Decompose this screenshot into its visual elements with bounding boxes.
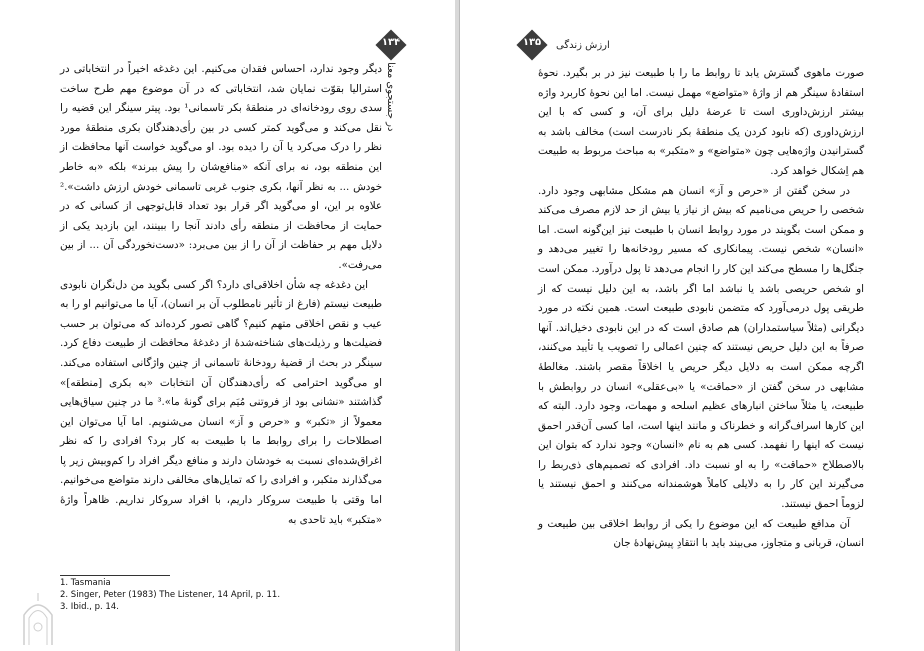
- paragraph: آن مدافع طبیعت که این موضوع را یکی از روابط اخلاقی بین طبیعت و انسان، قربانی و متجاوز، می‌بیند باید با انتقادِ پیش‌نهادهٔ جان: [538, 517, 864, 550]
- paragraph: صورت ماهوی گسترش یابد تا روابط ما را با طبیعت نیز در بر بگیرد. نحوهٔ استفادهٔ سینگر هم از واژهٔ «متواضع» مهمل نیست. اما این نحوهٔ کاربرد واژه بیشتر ارزش‌داوری است تا عرضهٔ دلیل برای آن، و کسی که با این ارزش‌داوری (که نابود کردن یک منطقهٔ بکر نادرست است) مخالف باشد به گسترانیدن واژه‌هایی چون «متواضع» و «متکبر» به مباحث مربوط به طبیعت هم اِشکال خواهد کرد.: [538, 67, 864, 177]
- body-text: [60, 60, 382, 530]
- body-text: [538, 64, 864, 554]
- paragraph: دیگر وجود ندارد، احساس فقدان می‌کنیم. این دغدغه اخیراً در انتخاباتی در استرالیا بقوّت نمایان شد، انتخاباتی که در آن موضوع مهم طرح ساخت سدی روی رودخانه‌ای در منطقهٔ بکر تاسمانی¹ بود. پیتر سینگر این قضیه را نقل می‌کند و می‌گوید کمتر کسی در بین رأی‌دهندگان بکری منطقهٔ مورد نظر را درک می‌کرد یا آن را دیده بود. او می‌گوید خواست آنها محافظت از این منطقه بود، نه برای آنکه «منافع‌شان را پیش ببرند» بلکه «به خاطر خودش ... به نظر آنها، بکری جنوب غربی تاسمانی خودش ارزش داشت».² علاوه بر این، او می‌گوید اگر قرار بود تعداد قابل‌توجهی از کسانی که در حمایت از محافظت از منطقه رأی دادند آنجا را ببینند، این بازدید یکی از دلایل مهم بر حفاظت از آن را از بین می‌برد: «دست‌نخوردگی آن ... از بین می‌رفت».: [60, 63, 382, 271]
- running-title: ارزش زندگی: [556, 40, 610, 51]
- library-watermark-icon: [20, 591, 56, 647]
- left-page: [0, 0, 455, 651]
- paragraph: این دغدغه چه شأن اخلاقی‌ای دارد؟ اگر کسی بگوید من دل‌نگران نابودی طبیعت نیستم (فارغ از تأثیر نامطلوب آن بر انسان)، آیا ما می‌توانیم او را به عیب و نقص اخلاقی متهم کنیم؟ گاهی تصور کرده‌اند که می‌توان بر حسب فضیلت‌ها و رذیلت‌های شناخته‌شدهٔ از دغدغهٔ محافظت از طبیعت دفاع کرد. سینگر در بحث از قضیهٔ رودخانهٔ تاسمانی از چنین واژگانی استفاده می‌کند. او می‌گوید احترامی که رأی‌دهندگان آن انتخابات «به بکری [منطقه]» گذاشتند «نشانی بود از فروتنی مُیَم برای گونهٔ ما».³ ما در چنین سیاق‌هایی معمولاً از «تکبر» و «حرص و آز» انسان می‌شنویم. اما آیا می‌توان این اصطلاحات را برای روابط ما با طبیعت به کار برد؟ افرادی را که نظر اغراق‌شده‌ای نسبت به خودشان دارند و منافع دیگر افراد را کم‌وبیش زیر پا می‌گذارند متکبر، و افرادی را که تمایل‌های مخالفی دارند متواضع می‌خوانیم. اما وقتی با طبیعت سروکار داریم، با افراد سروکار نداریم. ظاهراً واژهٔ «متکبر» باید تاحدی به: [60, 278, 382, 526]
- running-title: در جستجوی معنا: [385, 62, 396, 132]
- right-page: [460, 0, 924, 651]
- footnotes: [60, 577, 380, 613]
- page-number: ۱۳۵: [522, 37, 542, 48]
- footnote: 3. Ibid., p. 14.: [60, 602, 119, 612]
- paragraph: در سخن گفتن از «حرص و آز» انسان هم مشکل مشابهی وجود دارد. شخصی را حریص می‌نامیم که بیش از نیاز یا بیش از حد لازم مصرف می‌کند و ممکن است بگویند در مورد روابط انسان با طبیعت نیز این‌گونه است. اما «انسان» شخص نیست. پیمانکاری که مسیر رودخانه‌ها را تغییر می‌دهد و جنگل‌ها را مسطح می‌کند این کار را انجام می‌دهد تا پول درآورد. ممکن است او شخص حریصی باشد یا نباشد اما اگر باشد، به این دلیل نیست که از طریقی پول درمی‌آورد که متضمن نابودی طبیعت است. همین نکته در مورد دیگرانی (مثلاً سیاستمداران) هم صادق است که در این نابودی دخیل‌اند. آنها صرفاً به این دلیل حریص نیستند که چنین اعمالی را تصویب یا تأیید می‌کنند، اگرچه ممکن است به دلایل دیگر حریص یا اخلاقاً مقصر باشند. مغالطهٔ مشابهی در سخن گفتن از «حماقت» یا «بی‌عقلی» انسان در روابطش با طبیعت، یا مثلاً ساختن انبارهای عظیم اسلحه و مهمات، وجود دارد. البته که این کارها اسراف‌گرانه و خطرناک و مانند اینها است، اما کسی آن‌قدر احمق نیست که اینها را نفهمد. کسی هم به نام «انسان» وجود ندارد که بتوان این بالاصطلاح «حماقت» را به او نسبت داد. افرادی که تصمیم‌های ذی‌ربط را می‌گیرند این کار را به دلایلی کاملاً هوشمندانه می‌کنند و احمق نیستند یا لزوماً احمق نیستند.: [538, 184, 864, 511]
- footnote: 1. Tasmania: [60, 578, 111, 588]
- page-number: ۱۳۴: [381, 37, 401, 48]
- footnote-rule: [60, 575, 170, 576]
- footnote: 2. Singer, Peter (1983) The Listener, 14 April, p. 11.: [60, 590, 281, 600]
